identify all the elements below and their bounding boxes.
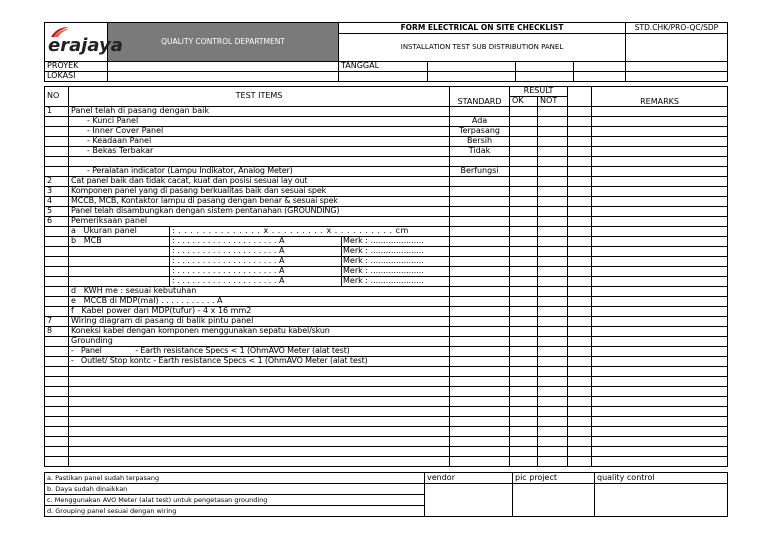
table-row [45,407,728,417]
table-row: Grounding [45,337,728,347]
col-result-header: RESULT [510,87,568,97]
proyek-field[interactable] [108,62,339,72]
col-ok-header: OK [510,97,538,107]
note-a: a. Pastikan panel sudah terpasang [45,473,425,484]
test-items-table [44,86,728,467]
table-row: b MCB : . . . . . . . . . . . . . . . . . . . . A Merk : ..................... [45,237,728,247]
table-row: - Outlet/ Stop kontc - Earth resistance Specs < 1 (OhmAVO Meter (alat test) [45,357,728,367]
col-test-items-header: TEST ITEMS [69,87,450,107]
table-row [45,367,728,377]
table-row: 1 Panel telah di pasang dengan baik [45,107,728,117]
note-c: c. Menggunakan AVO Meter (alat test) untuk pengetasan grounding [45,495,425,506]
table-row: 2 Cat panel baik dan tidak cacat, kuat dan posisi sesuai lay out [45,177,728,187]
table-row [45,437,728,447]
table-row: : . . . . . . . . . . . . . . . . . . . . A Merk : ..................... [45,257,728,267]
table-row: - Peralatan indicator (Lampu Indikator, Analog Meter) Berfungsi [45,167,728,177]
tanggal-label: TANGGAL [339,62,428,72]
proyek-label: PROYEK [45,62,108,72]
table-row [45,387,728,397]
header-table [44,22,728,82]
col-remarks-header: REMARKS [592,87,728,107]
brand-name: erajaya [48,35,123,56]
pic-project-label: pic project [513,473,595,484]
quality-control-label: quality control [595,473,728,484]
doc-code: STD.CHK/PRO-QC/SDP [626,23,728,34]
tanggal-field[interactable] [428,62,516,72]
vendor-signature[interactable] [425,484,513,517]
table-row: - Kunci Panel Ada [45,117,728,127]
table-row: e MCCB di MDP(mal) . . . . . . . . . . . A [45,297,728,307]
table-row: 6 Pemeriksaan panel [45,217,728,227]
table-row: 4 MCCB, MCB, Kontaktor lampu di pasang dengan benar & sesuai spek [45,197,728,207]
lokasi-label: LOKASI [45,72,108,82]
table-row: - Bekas Terbakar Tidak [45,147,728,157]
vendor-label: vendor [425,473,513,484]
table-row [45,457,728,467]
footer-table [44,472,728,517]
checklist-sheet [44,22,727,517]
table-row: 7 Wiring diagram di pasang di balik pintu panel [45,317,728,327]
table-row: - Keadaan Panel Bersih [45,137,728,147]
quality-control-signature[interactable] [595,484,728,517]
table-row: 5 Panel telah disambungkan dengan sistem pentanahan (GROUNDING) [45,207,728,217]
note-b: b. Daya sudah dinaikkan [45,484,425,495]
table-row: : . . . . . . . . . . . . . . . . . . . . A Merk : ..................... [45,277,728,287]
lokasi-field[interactable] [108,72,339,82]
table-row: d KWH me : sesuai kebutuhan [45,287,728,297]
col-no-header: NO [45,87,69,107]
col-not-header: NOT [538,97,568,107]
col-standard-header: STANDARD [450,87,510,107]
pic-project-signature[interactable] [513,484,595,517]
table-row: 8 Koneksi kabel dengan komponen menggunakan sepatu kabel/skun [45,327,728,337]
logo [45,23,123,62]
form-subtitle: INSTALLATION TEST SUB DISTRIBUTION PANEL [339,34,626,62]
note-d: d. Grouping panel sesuai dengan wiring [45,506,425,517]
table-row: : . . . . . . . . . . . . . . . . . . . . A Merk : ..................... [45,267,728,277]
table-row [45,447,728,457]
logo-swoosh-icon [50,26,70,38]
table-row [45,377,728,387]
table-row [45,427,728,437]
table-row: 3 Komponen panel yang di pasang berkualitas baik dan sesuai spek [45,187,728,197]
table-row [45,157,728,167]
table-row [45,417,728,427]
table-row: - Panel - Earth resistance Specs < 1 (OhmAVO Meter (alat test) [45,347,728,357]
form-title: FORM ELECTRICAL ON SITE CHECKLIST [339,23,626,34]
table-row: - Inner Cover Panel Terpasang [45,127,728,137]
table-row: : . . . . . . . . . . . . . . . . . . . . A Merk : ..................... [45,247,728,257]
table-row: f Kabel power dari MDP(tufur) - 4 x 16 mm2 [45,307,728,317]
table-row [45,397,728,407]
table-row: a Ukuran panel : . . . . . . . . . . . . . . x . . . . . . . . . x . . . . . . . . . . cm [45,227,728,237]
department-title: QUALITY CONTROL DEPARTMENT [108,23,339,62]
